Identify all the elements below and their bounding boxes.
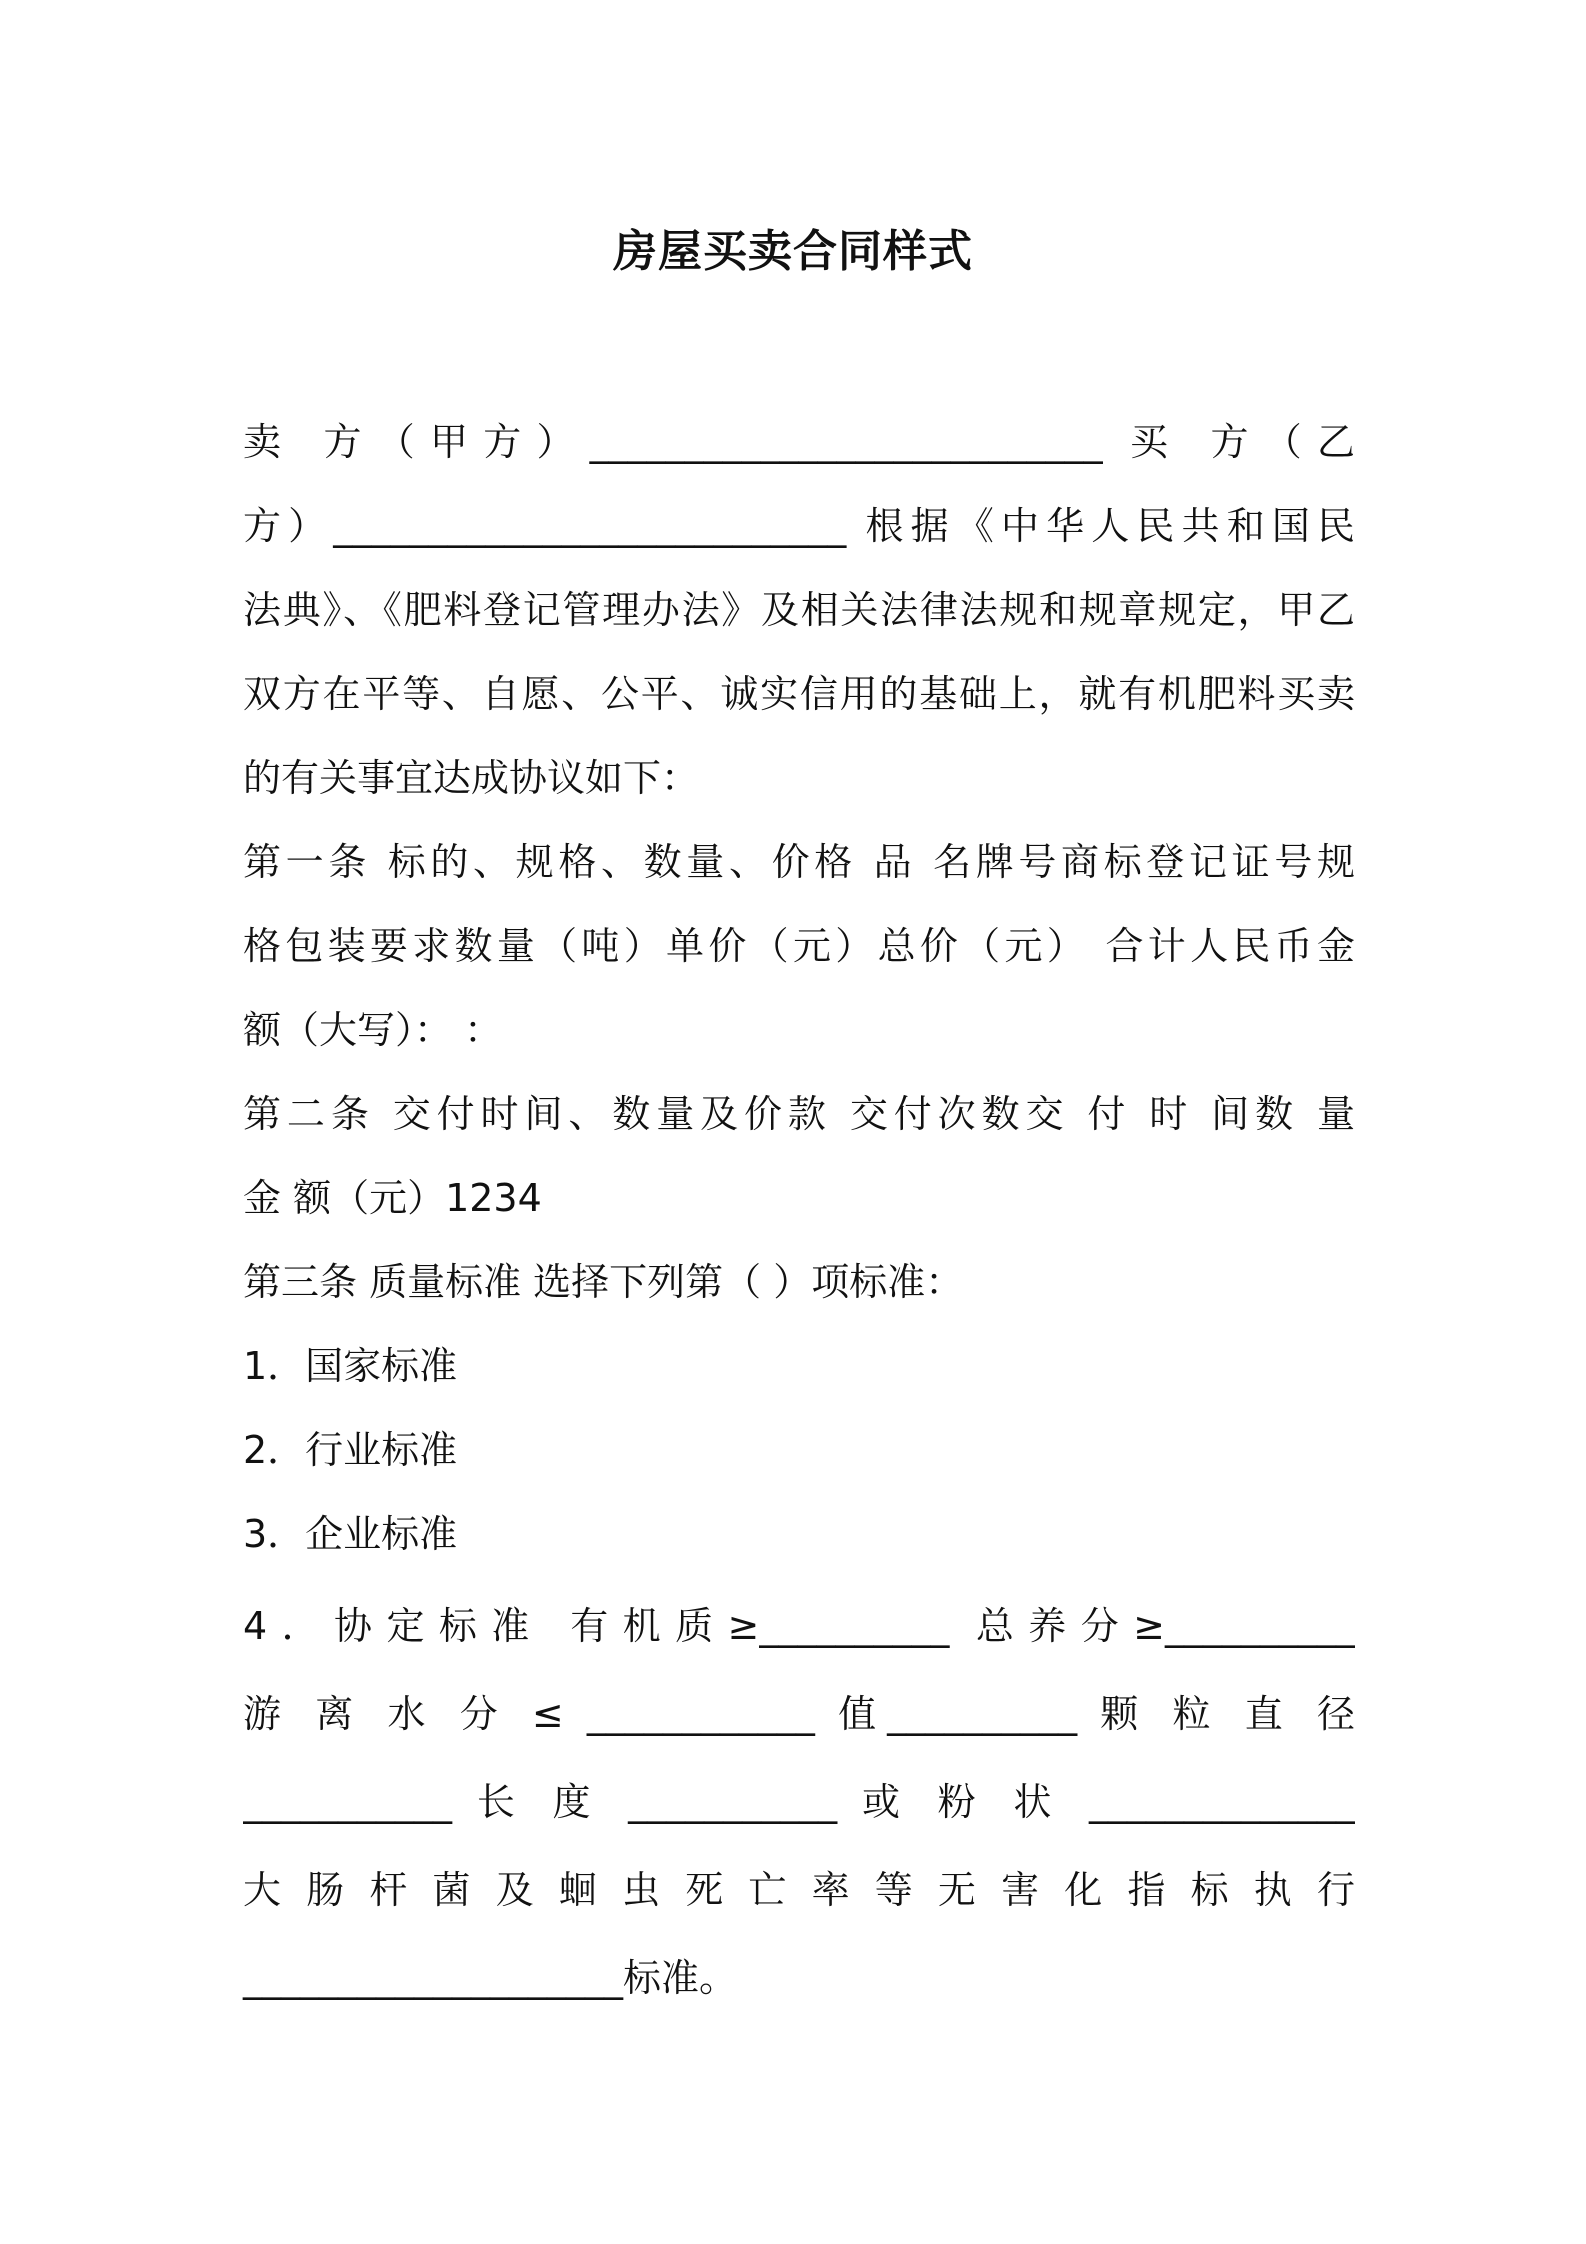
standard-option-1: 1．国家标准 (243, 1344, 458, 1388)
standard-option-3: 3．企业标准 (243, 1512, 458, 1556)
spec-line-1: 游 离 水 分 ≤ ____________ 值__________ 颗 粒 直 径 (243, 1692, 1355, 1736)
spec-line-3: 大 肠 杆 菌 及 蛔 虫 死 亡 率 等 无 害 化 指 标 执 行 (243, 1868, 1355, 1912)
article-2-line-2: 金 额（元）1234 (243, 1176, 542, 1220)
article-1-line-2: 格包装要求数量（吨）单价（元）总价（元） 合计人民币金 (243, 924, 1355, 968)
document-body (243, 400, 1355, 2028)
paragraph-line-4: 双方在平等、自愿、公平、诚实信用的基础上，就有机肥料买卖 (243, 672, 1355, 716)
article-1-line-3: 额（大写）： ： (243, 1008, 503, 1052)
paragraph-line-5: 的有关事宜达成协议如下： (243, 756, 700, 800)
article-3-heading: 第三条 质量标准 选择下列第（ ）项标准： (243, 1260, 964, 1304)
paragraph-line-3: 法典》、《肥料登记管理办法》及相关法律法规和规章规定，甲乙 (243, 588, 1355, 632)
article-1-line-1: 第一条 标的、规格、数量、价格 品 名牌号商标登记证号规 (243, 840, 1355, 884)
paragraph-line-2: 方）___________________________ 根据《中华人民共和国民 (243, 504, 1355, 548)
standard-option-4: 4．协定标准 有机质≥__________ 总养分≥__________ (243, 1604, 1355, 1648)
document-title: 房屋买卖合同样式 (613, 226, 973, 277)
spec-line-2: ___________ 长 度 ___________ 或 粉 状 ______________ (243, 1780, 1355, 1824)
paragraph-line-1: 卖 方（甲方）___________________________ 买 方（乙 (243, 420, 1355, 464)
spec-line-4: ____________________标准。 (243, 1956, 738, 2000)
article-2-line-1: 第二条 交付时间、数量及价款 交付次数交 付 时 间数 量 (243, 1092, 1355, 1136)
standard-option-2: 2．行业标准 (243, 1428, 458, 1472)
